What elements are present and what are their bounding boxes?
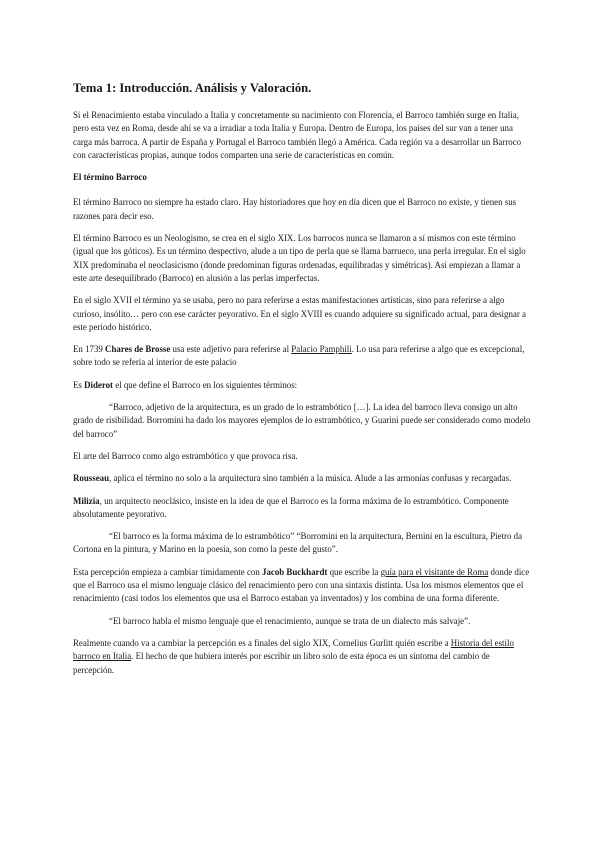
underlined-title: Historia del estilo barroco en Italia (73, 637, 514, 662)
quote-milizia: “El barroco es la forma máxima de lo estrambótico” “Borromini en la arquitectura, Bernini en la escultura, Pietro da Cortona en la pintura, y Marino en la poesía, son como la peste del gusto”. (73, 531, 523, 555)
document-body (73, 80, 533, 686)
author-name: Chares de Brosse (105, 344, 171, 355)
paragraph-risa: El arte del Barroco como algo estrambótico y que provoca risa. (73, 450, 298, 461)
author-name: Jacob Buckhardt (262, 566, 328, 577)
paragraph-gurlitt (73, 637, 533, 677)
quote-burckhardt: “El barroco habla el mismo lenguaje que el renacimiento, aunque se trata de un dialecto más salvaje”. (109, 615, 471, 626)
paragraph-diderot (73, 379, 533, 392)
text-segment: , aplica el término no solo a la arquitectura sino también a la música. Alude a las armonías confusas y recargadas. (109, 473, 512, 484)
text-segment: Es (73, 379, 85, 390)
section-heading: El término Barroco (73, 172, 147, 183)
author-name: Diderot (84, 379, 114, 390)
author-name: Milizia (73, 495, 100, 506)
quote-diderot: “Barroco, adjetivo de la arquitectura, es un grado de lo estrambótico […]. La idea del barroco lleva consigo un alto grado de risibilidad. Borromini ha dado los mayores ejemplos de lo estrambótico, y Guarini puede ser considerado como modelo del barroco” (73, 402, 531, 439)
paragraph-xvii-century: En el siglo XVII el término ya se usaba, pero no para referirse a estas manifestaciones artísticas, sino para referirse a algo curioso, insólito… pero con ese carácter peyorativo. En el siglo XVIII es cuando adquiere su significado actual, para designar a este periodo histórico. (73, 295, 526, 332)
author-name: Rousseau (73, 473, 110, 484)
paragraph-de-brosse (73, 343, 533, 370)
text-segment: , un arquitecto neoclásico, insiste en la idea de que el Barroco es la forma máxima de lo estrambótico. Componente absolutamente peyorativo. (73, 495, 509, 519)
text-segment: que escribe la (327, 566, 381, 577)
text-segment: Esta percepción empieza a cambiar tímidamente con (73, 566, 262, 577)
text-segment: . El hecho de que hubiera interés por escribir un libro solo de esta época es un síntoma del cambio de percepción. (73, 651, 490, 675)
paragraph-intro: Si el Renacimiento estaba vinculado a Italia y concretamente su nacimiento con Florencia, el Barroco también surge en Italia, pero esta vez en Roma, desde ahí se va a irradiar a toda Italia y Europa. Dentro de Europa, los países del sur van a tener una carga más barroca. A partir de España y Portugal el Barroco también llegó a América. Cada región va a desarrollar un Barroco con características propias, aunque todos comparten una serie de características en común. (73, 110, 522, 160)
text-segment: donde dice que el Barroco usa el mismo lenguaje clásico del renacimiento pero con una sintaxis distinta. Usa los mismos elementos que el renacimiento (casi todos los elementos que usa el Barroco estaban ya inventados) y los combina de una forma diferente. (73, 566, 530, 604)
page-title: Tema 1: Introducción. Análisis y Valoración. (73, 81, 312, 95)
paragraph-milizia (73, 495, 533, 522)
paragraph-rousseau (73, 472, 533, 485)
text-segment: el que define el Barroco en los siguientes términos: (113, 379, 298, 390)
paragraph-term-unclear: El término Barroco no siempre ha estado claro. Hay historiadores que hoy en día dicen que el Barroco no existe, y tienen sus razones para decir eso. (73, 197, 517, 221)
paragraph-neologism: El término Barroco es un Neologismo, se crea en el siglo XIX. Los barrocos nunca se llamaron a sí mismos con este término (igual que los góticos). Es un término despectivo, alude a un tipo de perla que se llama barrueco, una perla irregular. En el siglo XIX predominaba el neoclasicismo (donde predominan figuras ordenadas, equilibradas y simétricas). Así empiezan a llamar a este arte desequilibrado (Barroco) en alusión a las perlas imperfectas. (73, 233, 526, 283)
underlined-title: Palacio Pamphili (291, 344, 352, 355)
text-segment: Realmente cuando va a cambiar la percepción es a finales del siglo XIX, Cornelius Gurlitt quién escribe a (73, 637, 451, 648)
text-segment: En 1739 (73, 344, 106, 355)
text-segment: usa este adjetivo para referirse al (170, 344, 292, 355)
underlined-title: guía para el visitante de Roma (380, 566, 489, 577)
text-segment: . Lo usa para referirse a algo que es excepcional, sobre todo se refería al interior de este palacio (73, 344, 525, 368)
paragraph-burckhardt (73, 566, 533, 606)
